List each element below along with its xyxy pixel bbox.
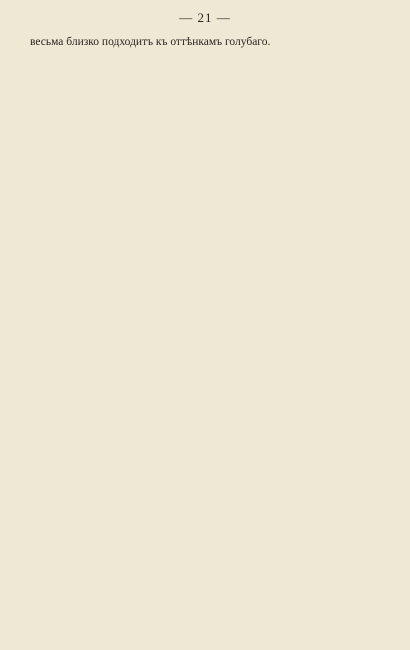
opening-line: весьма близко подходитъ къ оттѣнкамъ голубаго. [30,36,271,48]
body-text [14,34,396,50]
paragraph-1 [14,34,396,50]
running-head: — 21 — [179,10,231,25]
